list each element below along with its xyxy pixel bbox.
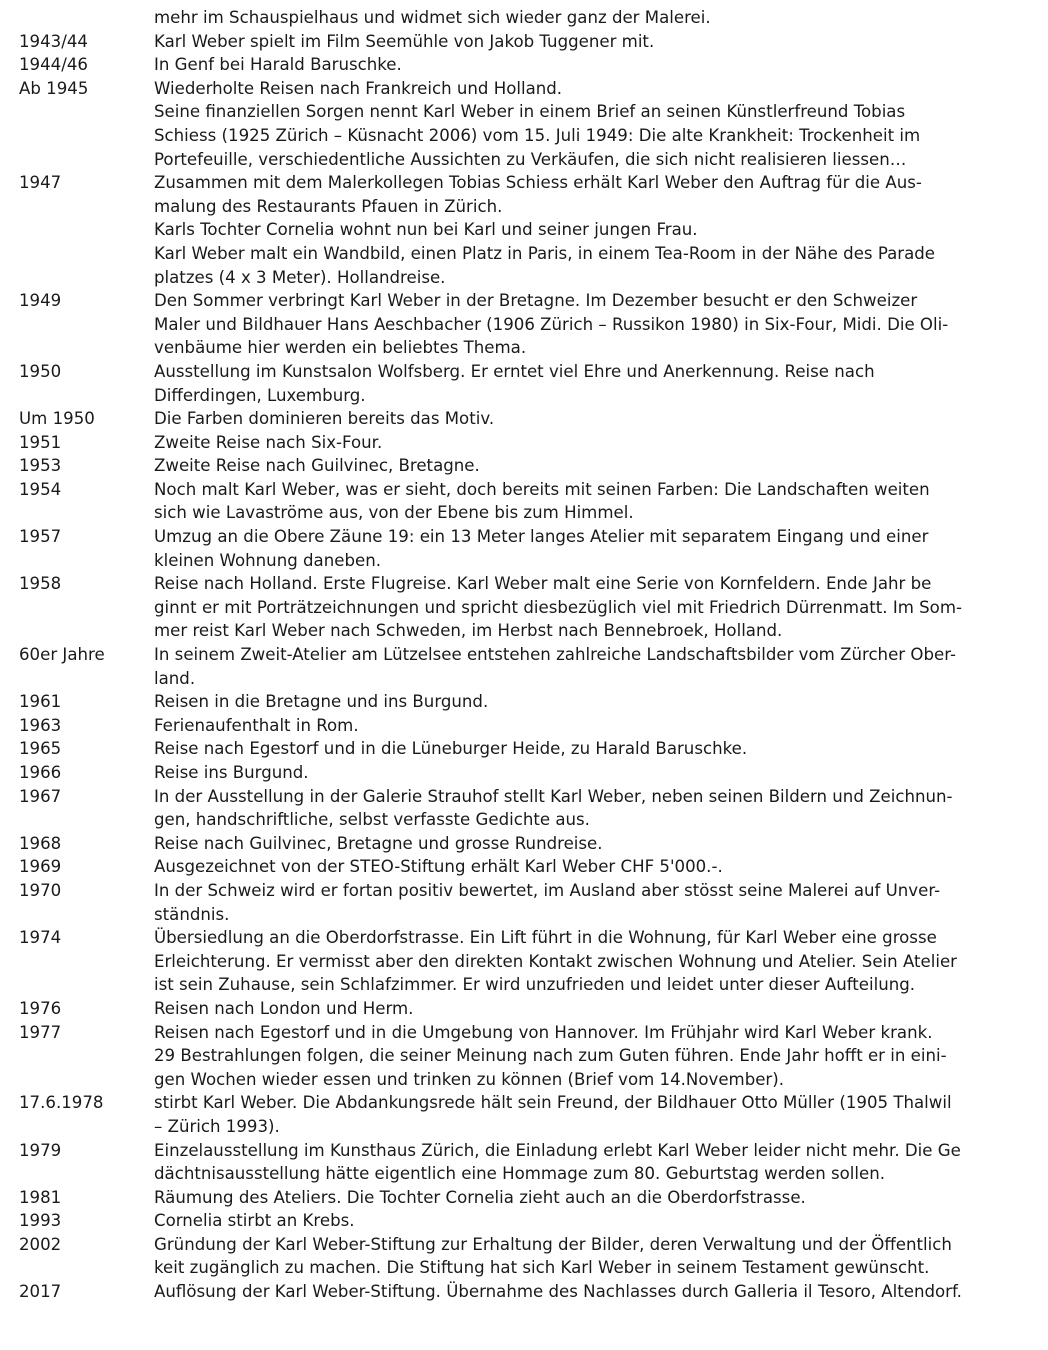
entry-year: 1953 — [19, 456, 62, 476]
entry-text — [154, 6, 1034, 30]
entry-text — [154, 879, 1034, 926]
entry-text-line: Portefeuille, verschiedentliche Aussichten zu Verkäufen, die sich nicht realisieren liessen… — [154, 149, 907, 169]
entry-year: 2017 — [19, 1282, 62, 1302]
entry-text — [154, 289, 1034, 360]
entry-text — [154, 1091, 1034, 1138]
entry-text-line: keit zugänglich zu machen. Die Stiftung hat sich Karl Weber in seinem Testament gewünscht. — [154, 1258, 930, 1278]
timeline-entry — [0, 1139, 1048, 1186]
timeline-entry — [0, 360, 1048, 407]
entry-text-line: Erleichterung. Er vermisst aber den direkten Kontakt zwischen Wohnung und Atelier. Sein Atelier — [154, 951, 957, 971]
entry-year: 1979 — [19, 1140, 62, 1160]
entry-text-line: Differdingen, Luxemburg. — [154, 385, 366, 405]
entry-text-line: kleinen Wohnung daneben. — [154, 550, 381, 570]
entry-year: 1968 — [19, 833, 62, 853]
entry-text — [154, 643, 1034, 690]
entry-text — [154, 832, 1034, 856]
timeline-entry — [0, 1233, 1048, 1280]
entry-text-line: Umzug an die Obere Zäune 19: ein 13 Meter langes Atelier mit separatem Eingang und einer — [154, 527, 929, 547]
entry-text-line: Gründung der Karl Weber-Stiftung zur Erhaltung der Bilder, deren Verwaltung und der Öffentlich — [154, 1234, 952, 1254]
entry-year: 1950 — [19, 361, 62, 381]
entry-text — [154, 478, 1034, 525]
entry-text-line: Übersiedlung an die Oberdorfstrasse. Ein Lift führt in die Wohnung, für Karl Weber eine grosse — [154, 928, 937, 948]
timeline-entry — [0, 478, 1048, 525]
entry-year: 1951 — [19, 432, 62, 452]
entry-year: 1976 — [19, 998, 62, 1018]
entry-text — [154, 30, 1034, 54]
entry-text-line: sich wie Lavaströme aus, von der Ebene bis zum Himmel. — [154, 503, 634, 523]
entry-year: 1963 — [19, 715, 62, 735]
entry-text-line: mer reist Karl Weber nach Schweden, im Herbst nach Bennebroek, Holland. — [154, 621, 783, 641]
entry-text — [154, 53, 1034, 77]
entry-text — [154, 454, 1034, 478]
entry-text-line: Ferienaufenthalt in Rom. — [154, 715, 359, 735]
entry-text-line: ständnis. — [154, 904, 230, 924]
entry-text-line: ginnt er mit Porträtzeichnungen und spricht diesbezüglich viel mit Friedrich Dürrenmatt. Im Som- — [154, 597, 962, 617]
timeline-entry — [0, 714, 1048, 738]
timeline-entry — [0, 431, 1048, 455]
entry-text-line: land. — [154, 668, 196, 688]
entry-text-line: Reise nach Guilvinec, Bretagne und grosse Rundreise. — [154, 833, 603, 853]
timeline-entry — [0, 1021, 1048, 1092]
entry-text-line: In seinem Zweit-Atelier am Lützelsee entstehen zahlreiche Landschaftsbilder vom Zürcher Ober- — [154, 645, 956, 665]
timeline-entry — [0, 1280, 1048, 1304]
entry-year: 1958 — [19, 574, 62, 594]
entry-text-line: Seine finanziellen Sorgen nennt Karl Weber in einem Brief an seinen Künstlerfreund Tobias — [154, 102, 906, 122]
entry-year: 1949 — [19, 291, 62, 311]
entry-text-line: malung des Restaurants Pfauen in Zürich. — [154, 196, 503, 216]
timeline-entry — [0, 1091, 1048, 1138]
entry-text — [154, 1280, 1034, 1304]
entry-text-line: Die Farben dominieren bereits das Motiv. — [154, 409, 495, 429]
entry-year: 1969 — [19, 857, 62, 877]
entry-text-line: Maler und Bildhauer Hans Aeschbacher (1906 Zürich – Russikon 1980) in Six-Four, Midi. Die Oli- — [154, 314, 949, 334]
entry-text — [154, 407, 1034, 431]
entry-text-line: Ausgezeichnet von der STEO-Stiftung erhält Karl Weber CHF 5'000.-. — [154, 857, 723, 877]
entry-text-line: In der Schweiz wird er fortan positiv bewertet, im Ausland aber stösst seine Malerei auf Unver- — [154, 880, 941, 900]
entry-text-line: Reisen in die Bretagne und ins Burgund. — [154, 692, 489, 712]
timeline — [0, 6, 1048, 1304]
entry-text-line: Cornelia stirbt an Krebs. — [154, 1211, 355, 1231]
timeline-entry — [0, 1209, 1048, 1233]
entry-year: 1977 — [19, 1022, 62, 1042]
entry-text-line: Karl Weber spielt im Film Seemühle von Jakob Tuggener mit. — [154, 31, 655, 51]
timeline-entry — [0, 454, 1048, 478]
timeline-entry — [0, 289, 1048, 360]
entry-text-line: Zweite Reise nach Guilvinec, Bretagne. — [154, 456, 480, 476]
entry-text-line: Räumung des Ateliers. Die Tochter Cornelia zieht auch an die Oberdorfstrasse. — [154, 1187, 806, 1207]
entry-year: 1970 — [19, 880, 62, 900]
entry-text-line: venbäume hier werden ein beliebtes Thema. — [154, 338, 527, 358]
timeline-entry — [0, 785, 1048, 832]
entry-year: 1957 — [19, 527, 62, 547]
entry-text-line: Zusammen mit dem Malerkollegen Tobias Schiess erhält Karl Weber den Auftrag für die Aus- — [154, 173, 922, 193]
entry-text-line: In Genf bei Harald Baruschke. — [154, 55, 402, 75]
timeline-entry — [0, 30, 1048, 54]
timeline-entry — [0, 737, 1048, 761]
entry-text — [154, 1233, 1034, 1280]
entry-year: 1993 — [19, 1211, 62, 1231]
entry-text — [154, 171, 1034, 289]
entry-text — [154, 431, 1034, 455]
entry-text-line: Reisen nach London und Herm. — [154, 998, 414, 1018]
entry-year: 1981 — [19, 1187, 62, 1207]
entry-text — [154, 572, 1034, 643]
entry-year: 1974 — [19, 928, 62, 948]
timeline-entry — [0, 407, 1048, 431]
entry-year: 1944/46 — [19, 55, 88, 75]
entry-year: 1947 — [19, 173, 62, 193]
entry-text-line: Den Sommer verbringt Karl Weber in der Bretagne. Im Dezember besucht er den Schweizer — [154, 291, 918, 311]
timeline-entry — [0, 77, 1048, 171]
entry-text-line: Reise ins Burgund. — [154, 763, 309, 782]
entry-year: 17.6.1978 — [19, 1093, 104, 1113]
entry-text — [154, 785, 1034, 832]
entry-year: Um 1950 — [19, 409, 95, 429]
entry-text-line: Noch malt Karl Weber, was er sieht, doch bereits mit seinen Farben: Die Landschaften weiten — [154, 479, 930, 499]
entry-text — [154, 360, 1034, 407]
entry-text-line: platzes (4 x 3 Meter). Hollandreise. — [154, 267, 446, 287]
entry-year: 60er Jahre — [19, 645, 105, 665]
entry-text-line: gen, handschriftliche, selbst verfasste Gedichte aus. — [154, 810, 590, 830]
entry-text — [154, 525, 1034, 572]
entry-text-line: ist sein Zuhause, sein Schlafzimmer. Er wird unzufrieden und leidet unter dieser Aufteilung. — [154, 975, 916, 995]
entry-year: 1966 — [19, 763, 62, 782]
timeline-entry — [0, 171, 1048, 289]
timeline-entry — [0, 832, 1048, 856]
entry-text — [154, 926, 1034, 997]
timeline-entry — [0, 643, 1048, 690]
entry-text-line: In der Ausstellung in der Galerie Strauhof stellt Karl Weber, neben seinen Bildern und Zeichnun- — [154, 786, 953, 806]
entry-text — [154, 714, 1034, 738]
timeline-entry — [0, 572, 1048, 643]
entry-text — [154, 1186, 1034, 1210]
timeline-entry — [0, 690, 1048, 714]
entry-text-line: dächtnisausstellung hätte eigentlich eine Hommage zum 80. Geburtstag werden sollen. — [154, 1164, 886, 1184]
entry-text-line: Karl Weber malt ein Wandbild, einen Platz in Paris, in einem Tea-Room in der Nähe des Parade — [154, 243, 935, 263]
entry-text-line: Reise nach Holland. Erste Flugreise. Karl Weber malt eine Serie von Kornfeldern. Ende Jahr be — [154, 574, 932, 594]
entry-year: 1943/44 — [19, 31, 88, 51]
entry-text-line: 29 Bestrahlungen folgen, die seiner Meinung nach zum Guten führen. Ende Jahr hofft er in eini- — [154, 1046, 947, 1066]
entry-text — [154, 737, 1034, 761]
entry-text-line: – Zürich 1993). — [154, 1116, 280, 1136]
entry-text-line: Einzelausstellung im Kunsthaus Zürich, die Einladung erlebt Karl Weber leider nicht mehr. Die Ge — [154, 1140, 961, 1160]
entry-year: 2002 — [19, 1234, 62, 1254]
entry-text-line: gen Wochen wieder essen und trinken zu können (Brief vom 14.November). — [154, 1069, 785, 1089]
timeline-entry — [0, 855, 1048, 879]
entry-text-line: Schiess (1925 Zürich – Küsnacht 2006) vom 15. Juli 1949: Die alte Krankheit: Trockenheit im — [154, 125, 921, 145]
entry-text-line: Karls Tochter Cornelia wohnt nun bei Karl und seiner jungen Frau. — [154, 220, 698, 240]
entry-text-line: Wiederholte Reisen nach Frankreich und Holland. — [154, 78, 563, 98]
timeline-entry — [0, 53, 1048, 77]
entry-text — [154, 1209, 1034, 1233]
entry-text — [154, 690, 1034, 714]
entry-text — [154, 997, 1034, 1021]
entry-year: 1967 — [19, 786, 62, 806]
timeline-entry — [0, 6, 1048, 30]
entry-text — [154, 855, 1034, 879]
entry-text — [154, 761, 1034, 785]
timeline-entry — [0, 1186, 1048, 1210]
entry-text-line: Reisen nach Egestorf und in die Umgebung von Hannover. Im Frühjahr wird Karl Weber krank. — [154, 1022, 933, 1042]
entry-text-line: Ausstellung im Kunstsalon Wolfsberg. Er erntet viel Ehre und Anerkennung. Reise nach — [154, 361, 875, 381]
timeline-entry — [0, 761, 1048, 785]
entry-year: Ab 1945 — [19, 78, 89, 98]
entry-text — [154, 77, 1034, 171]
entry-text-line: Reise nach Egestorf und in die Lüneburger Heide, zu Harald Baruschke. — [154, 739, 748, 759]
entry-text-line: Zweite Reise nach Six-Four. — [154, 432, 383, 452]
entry-text — [154, 1139, 1034, 1186]
entry-text-line: stirbt Karl Weber. Die Abdankungsrede hält sein Freund, der Bildhauer Otto Müller (1905 Thalwil — [154, 1093, 952, 1113]
entry-year: 1954 — [19, 479, 62, 499]
timeline-entry — [0, 525, 1048, 572]
timeline-entry — [0, 926, 1048, 997]
entry-text-line: Auflösung der Karl Weber-Stiftung. Übernahme des Nachlasses durch Galleria il Tesoro, Altendorf. — [154, 1282, 962, 1302]
timeline-entry — [0, 879, 1048, 926]
entry-text — [154, 1021, 1034, 1092]
entry-year: 1965 — [19, 739, 62, 759]
timeline-entry — [0, 997, 1048, 1021]
entry-text-line: mehr im Schauspielhaus und widmet sich wieder ganz der Malerei. — [154, 8, 711, 27]
entry-year: 1961 — [19, 692, 62, 712]
